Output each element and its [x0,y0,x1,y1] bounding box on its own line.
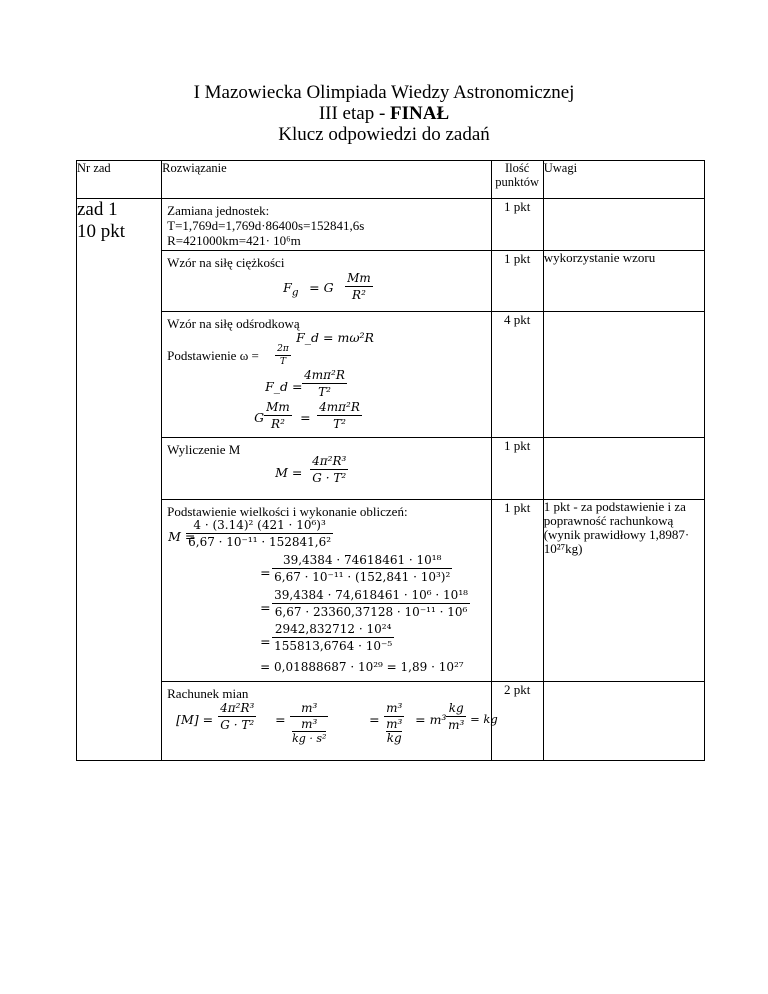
fraction-denominator: R² [271,417,285,431]
title-line-2 [0,103,768,124]
calc-equals: = [260,634,271,649]
fraction-denominator: 6,67 · 10⁻¹¹ · (152,841 · 10³)² [274,570,451,584]
formula-fraction [345,271,373,302]
fraction-denominator: T [279,357,286,367]
substitution-label: Podstawienie ω = [167,348,259,363]
fraction-numerator: Mm [347,271,371,285]
fraction-denominator: 155813,6764 · 10⁻⁵ [274,639,393,653]
table-row [77,312,705,438]
units-fraction [446,701,466,732]
omega-fraction [275,344,291,367]
formula-fd-lhs: F_d = [265,379,303,394]
solution-substitution-calculation [162,500,492,682]
points-cell: 1 pkt [491,251,543,312]
mass-fraction [310,454,348,485]
table-row [77,199,705,251]
step-title: Podstawienie wielkości i wykonanie obliczeń: [167,504,408,519]
nested-denominator: kg [386,731,402,745]
formula-lhs [283,280,298,299]
points-cell: 4 pkt [491,312,543,438]
fraction-numerator: 4mπ²R [304,368,345,382]
note-cell: 1 pkt - za podstawienie i za poprawność rachunkową (wynik prawidłowy 1,8987· 10²⁷kg) [543,500,704,682]
gravity-fraction [264,400,292,431]
fraction-numerator: 2942,832712 · 10²⁴ [272,622,394,638]
points-cell: 2 pkt [491,682,543,761]
note-cell [543,438,704,500]
table-row [77,438,705,500]
fraction-numerator: 4π²R³ [312,454,347,468]
fraction-numerator: m³ [290,701,328,717]
units-m-cubed: = m³ [415,712,447,727]
note-cell [543,682,704,761]
nested-numerator: m³ [386,717,403,731]
units-lhs: [M] = [176,712,214,727]
formula-lhs-symbol: F [283,280,292,295]
col-header-notes: Uwagi [543,161,704,199]
points-cell: 1 pkt [491,500,543,682]
note-cell [543,312,704,438]
fraction-numerator: 4mπ²R [319,400,360,414]
fraction-numerator: 4 · (3.14)² (421 · 10⁶)³ [186,518,333,534]
calc-result: = 0,01888687 · 10²⁹ = 1,89 · 10²⁷ [260,660,464,674]
points-cell: 1 pkt [491,438,543,500]
solution-compute-mass [162,438,492,500]
solution-unit-check [162,682,498,761]
fraction-denominator: 6,67 · 10⁻¹¹ · 152841,6² [188,535,332,549]
fraction-numerator: m³ [386,701,403,715]
title-line-1: I Mazowiecka Olimpiada Wiedzy Astronomicznej [193,82,575,103]
fd-fraction [302,368,347,399]
calc-fraction [272,553,452,584]
calc-fraction [272,588,470,619]
task-points: 10 pkt [77,221,126,242]
table-header-row [77,161,705,199]
solution-centripetal-force [162,312,492,438]
fraction-numerator: 39,4384 · 74,618461 · 10⁶ · 10¹⁸ [274,588,468,602]
fraction-denominator [384,717,404,745]
col-header-points: Ilość punktów [491,161,543,199]
formula-centripetal: F_d = mω²R [296,330,374,345]
step-title: Wzór na siłę odśrodkową [167,316,300,331]
task-number-cell [77,199,162,761]
table-row [77,500,705,682]
document-title [0,82,768,145]
fraction-numerator: kg [446,701,466,717]
calc-fraction [186,518,333,549]
fraction-denominator [290,717,328,745]
title-final: FINAŁ [390,103,450,124]
units-result: = kg [470,712,498,726]
step-line: T=1,769d=1,769d·86400s=152841,6s [167,218,365,233]
task-label: zad 1 [77,199,118,220]
fraction-denominator: 6,67 · 23360,37128 · 10⁻¹¹ · 10⁶ [274,605,468,619]
formula-equality-g: G [254,410,265,425]
fraction-numerator: Mm [266,400,290,414]
centripetal-fraction [317,400,362,431]
formula-lhs-subscript: g [291,286,299,299]
fraction-numerator: 39,4384 · 74618461 · 10¹⁸ [272,553,452,569]
formula-rhs: = G [309,280,334,295]
fraction-denominator: m³ [448,718,465,732]
equals-sign: = [300,410,311,425]
note-cell: wykorzystanie wzoru [543,251,704,312]
calc-equals: = [260,565,271,580]
step-title: Wzór na siłę ciężkości [167,255,285,270]
note-cell [543,199,704,251]
fraction-denominator: G · T² [312,471,347,485]
table-row [77,682,705,761]
answer-key-table [76,160,705,761]
solution-unit-conversion [162,199,492,251]
col-header-nr: Nr zad [77,161,162,199]
step-title: Wyliczenie M [167,442,241,457]
fraction-numerator: 2π [277,344,289,354]
equals-sign: = [369,712,380,727]
title-line-2-prefix: III etap - [318,103,391,124]
table-row [77,251,705,312]
fraction-denominator: G · T² [220,718,255,732]
units-fraction-nested [290,701,328,745]
nested-denominator: kg · s² [292,732,327,745]
units-fraction [384,701,404,745]
nested-numerator: m³ [292,718,326,732]
fraction-denominator: T² [333,417,346,431]
col-header-solution: Rozwiązanie [162,161,492,199]
step-line: R=421000km=421· 10⁶m [167,233,301,248]
calc-fraction [272,622,394,653]
title-line-3: Klucz odpowiedzi do zadań [278,124,490,145]
fraction-denominator: R² [352,288,366,302]
calc-lhs: M = [168,529,196,544]
formula-lhs: M = [275,465,303,480]
step-title: Zamiana jednostek: [167,203,270,218]
units-fraction [218,701,256,732]
solution-gravity-formula [162,251,492,312]
fraction-denominator: T² [318,385,331,399]
points-cell: 1 pkt [491,199,543,251]
equals-sign: = [275,712,286,727]
calc-equals: = [260,600,271,615]
step-title: Rachunek mian [167,686,249,701]
nested-fraction [292,718,326,745]
fraction-numerator: 4π²R³ [220,701,255,715]
nested-fraction [386,718,402,745]
